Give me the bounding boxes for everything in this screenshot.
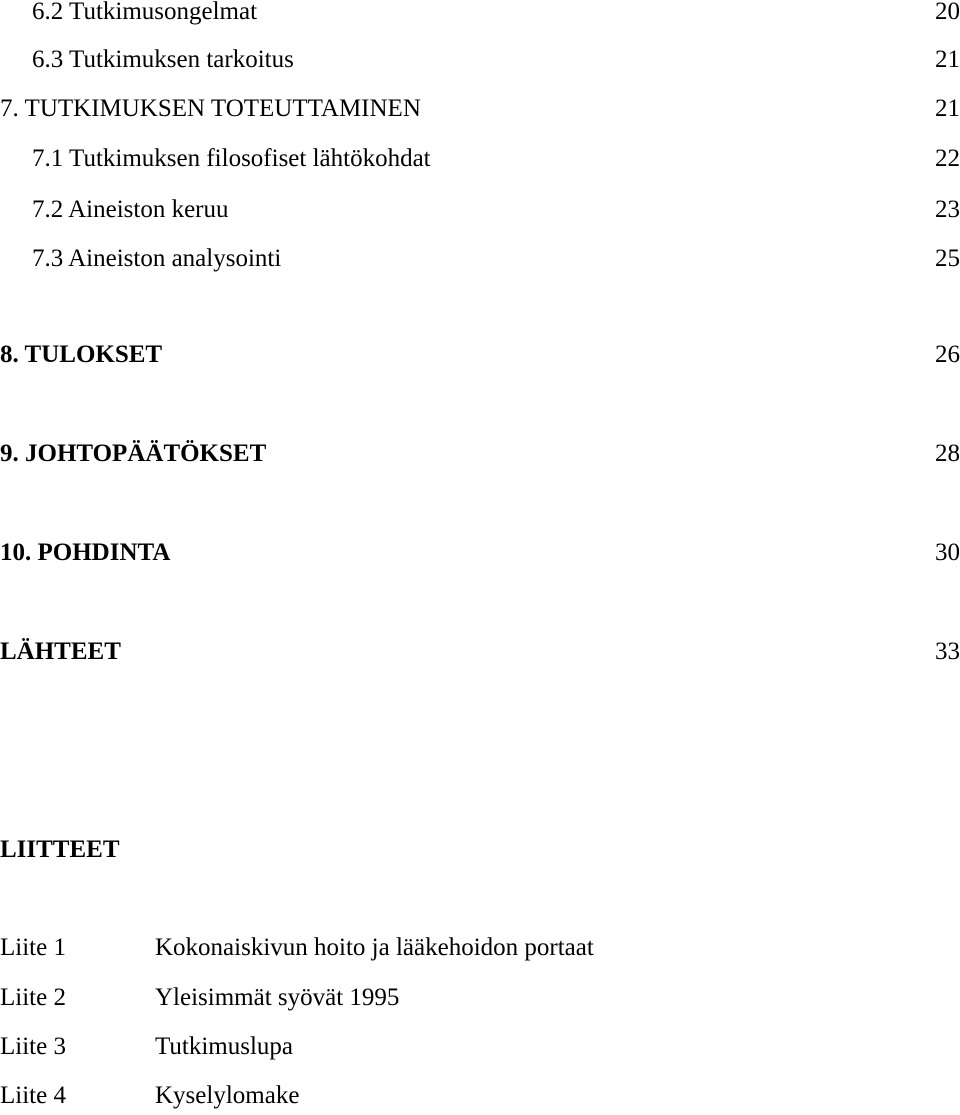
appendix-title: Yleisimmät syövät 1995 bbox=[155, 984, 400, 1011]
appendix-item bbox=[0, 1078, 960, 1114]
appendix-id: Liite 2 bbox=[0, 984, 66, 1011]
toc-entry-label: 6.2 Tutkimusongelmat bbox=[32, 0, 258, 25]
appendices-heading bbox=[0, 832, 960, 868]
toc-entry-page: 30 bbox=[935, 539, 960, 566]
toc-entry-6-3 bbox=[0, 42, 960, 78]
toc-entry-page: 25 bbox=[935, 245, 960, 272]
toc-entry-7-3 bbox=[0, 241, 960, 277]
toc-entry-9 bbox=[0, 436, 960, 472]
toc-entry-references bbox=[0, 634, 960, 670]
toc-entry-page: 33 bbox=[935, 638, 960, 665]
appendix-item bbox=[0, 1029, 960, 1065]
toc-entry-6-2 bbox=[0, 0, 960, 30]
appendix-item bbox=[0, 980, 960, 1016]
toc-entry-label: 7.1 Tutkimuksen filosofiset lähtökohdat bbox=[32, 145, 431, 172]
appendices-heading-text: LIITTEET bbox=[0, 836, 120, 863]
toc-entry-label: 7.2 Aineiston keruu bbox=[32, 196, 229, 223]
appendix-title: Kyselylomake bbox=[155, 1082, 300, 1109]
toc-entry-7-1 bbox=[0, 141, 960, 177]
toc-entry-7 bbox=[0, 91, 960, 127]
toc-entry-label: 10. POHDINTA bbox=[0, 539, 171, 566]
toc-entry-page: 20 bbox=[935, 0, 960, 25]
appendix-title: Tutkimuslupa bbox=[155, 1033, 294, 1060]
toc-entry-label: 8. TULOKSET bbox=[0, 341, 163, 368]
toc-entry-page: 26 bbox=[935, 341, 960, 368]
toc-entry-page: 22 bbox=[935, 145, 960, 172]
appendix-item bbox=[0, 930, 960, 966]
appendix-id: Liite 3 bbox=[0, 1033, 66, 1060]
toc-entry-label: 7. TUTKIMUKSEN TOTEUTTAMINEN bbox=[0, 95, 421, 122]
toc-entry-label: 9. JOHTOPÄÄTÖKSET bbox=[0, 440, 267, 467]
toc-entry-page: 23 bbox=[935, 196, 960, 223]
toc-entry-10 bbox=[0, 535, 960, 571]
toc-entry-8 bbox=[0, 337, 960, 373]
toc-entry-page: 21 bbox=[935, 46, 960, 73]
toc-entry-7-2 bbox=[0, 192, 960, 228]
appendix-title: Kokonaiskivun hoito ja lääkehoidon portaat bbox=[155, 934, 594, 961]
toc-entry-page: 28 bbox=[935, 440, 960, 467]
toc-entry-label: 7.3 Aineiston analysointi bbox=[32, 245, 282, 272]
toc-entry-page: 21 bbox=[935, 95, 960, 122]
toc-entry-label: LÄHTEET bbox=[0, 638, 121, 665]
toc-entry-label: 6.3 Tutkimuksen tarkoitus bbox=[32, 46, 294, 73]
appendix-id: Liite 1 bbox=[0, 934, 66, 961]
appendix-id: Liite 4 bbox=[0, 1082, 66, 1109]
